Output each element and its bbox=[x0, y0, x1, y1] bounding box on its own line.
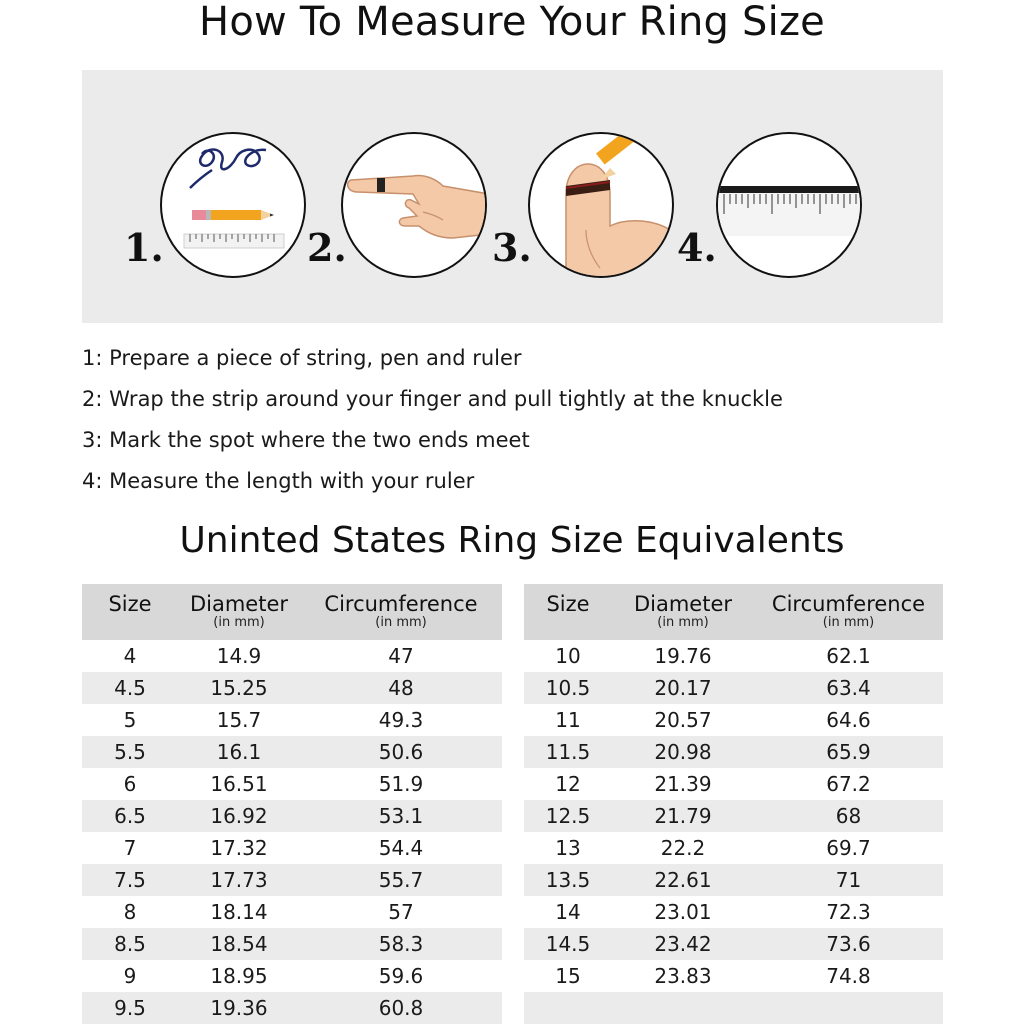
step-1-illustration bbox=[160, 132, 306, 278]
step-3-number: 3. bbox=[492, 225, 532, 270]
finger-wrap-icon bbox=[343, 134, 487, 278]
table-title: Uninted States Ring Size Equivalents bbox=[179, 520, 845, 561]
string-pencil-ruler-icon bbox=[162, 134, 306, 278]
cell-diameter: 20.98 bbox=[654, 740, 712, 764]
cell-circumference: 60.8 bbox=[378, 996, 424, 1020]
cell-size: 9.5 bbox=[114, 996, 146, 1020]
cell-size: 4.5 bbox=[114, 676, 146, 700]
cell-diameter: 23.01 bbox=[654, 900, 712, 924]
cell-circumference: 67.2 bbox=[826, 772, 871, 796]
cell-diameter: 15.7 bbox=[216, 708, 262, 732]
cell-diameter: 16.92 bbox=[210, 804, 268, 828]
cell-size: 14 bbox=[555, 900, 581, 924]
cell-diameter: 18.14 bbox=[210, 900, 268, 924]
cell-diameter: 17.32 bbox=[210, 836, 268, 860]
cell-diameter bbox=[612, 992, 754, 1024]
table-row bbox=[524, 640, 943, 672]
table-row bbox=[82, 736, 502, 768]
header-diameter: Diameter (in mm) bbox=[189, 592, 289, 630]
table-row bbox=[524, 800, 943, 832]
table-row bbox=[524, 704, 943, 736]
cell-size: 7 bbox=[123, 836, 137, 860]
table-row bbox=[82, 800, 502, 832]
step-4-illustration bbox=[716, 132, 862, 278]
cell-circumference: 59.6 bbox=[378, 964, 424, 988]
cell-size: 14.5 bbox=[545, 932, 591, 956]
instruction-step-3: 3: Mark the spot where the two ends meet bbox=[82, 428, 530, 452]
cell-circumference: 73.6 bbox=[826, 932, 871, 956]
cell-circumference: 48 bbox=[388, 676, 414, 700]
table-row bbox=[524, 896, 943, 928]
cell-size bbox=[524, 992, 612, 1024]
cell-diameter: 21.39 bbox=[654, 772, 712, 796]
table-row bbox=[524, 960, 943, 992]
table-header-row bbox=[82, 584, 502, 640]
instruction-step-4: 4: Measure the length with your ruler bbox=[82, 469, 475, 493]
cell-diameter: 22.2 bbox=[660, 836, 706, 860]
cell-diameter: 19.36 bbox=[210, 996, 268, 1020]
cell-diameter: 23.83 bbox=[654, 964, 712, 988]
cell-diameter: 20.17 bbox=[654, 676, 712, 700]
cell-diameter: 16.51 bbox=[210, 772, 268, 796]
cell-size: 10.5 bbox=[545, 676, 591, 700]
ruler-measure-icon bbox=[718, 134, 862, 278]
cell-diameter: 22.61 bbox=[654, 868, 712, 892]
cell-circumference: 69.7 bbox=[826, 836, 871, 860]
cell-size: 12.5 bbox=[545, 804, 591, 828]
table-row bbox=[524, 992, 943, 1024]
cell-circumference: 65.9 bbox=[826, 740, 871, 764]
cell-circumference: 58.3 bbox=[378, 932, 424, 956]
cell-diameter: 23.42 bbox=[654, 932, 712, 956]
table-row bbox=[524, 832, 943, 864]
header-circumference: Circumference (in mm) bbox=[324, 592, 478, 630]
table-row bbox=[82, 896, 502, 928]
cell-circumference: 64.6 bbox=[826, 708, 871, 732]
cell-diameter: 15.25 bbox=[210, 676, 268, 700]
cell-size: 12 bbox=[555, 772, 581, 796]
step-2-illustration bbox=[341, 132, 487, 278]
cell-size: 11 bbox=[555, 708, 581, 732]
cell-size: 13.5 bbox=[545, 868, 591, 892]
step-2-number: 2. bbox=[307, 225, 347, 270]
cell-diameter: 20.57 bbox=[654, 708, 712, 732]
cell-circumference: 47 bbox=[388, 644, 414, 668]
page-title: How To Measure Your Ring Size bbox=[199, 0, 825, 45]
table-row bbox=[524, 928, 943, 960]
size-table-left bbox=[82, 584, 502, 1024]
table-row bbox=[82, 768, 502, 800]
cell-circumference: 62.1 bbox=[826, 644, 871, 668]
cell-size: 6.5 bbox=[114, 804, 146, 828]
cell-size: 7.5 bbox=[114, 868, 146, 892]
cell-circumference: 57 bbox=[388, 900, 414, 924]
cell-circumference: 72.3 bbox=[826, 900, 871, 924]
cell-circumference: 51.9 bbox=[378, 772, 424, 796]
header-diameter: Diameter (in mm) bbox=[633, 592, 733, 630]
table-row bbox=[82, 640, 502, 672]
cell-circumference: 68 bbox=[835, 804, 862, 828]
step-3-illustration bbox=[528, 132, 674, 278]
cell-size: 6 bbox=[123, 772, 137, 796]
cell-size: 5.5 bbox=[114, 740, 146, 764]
cell-size: 4 bbox=[123, 644, 137, 668]
cell-circumference: 74.8 bbox=[826, 964, 871, 988]
cell-circumference: 55.7 bbox=[378, 868, 424, 892]
cell-size: 8.5 bbox=[114, 932, 146, 956]
instruction-step-1: 1: Prepare a piece of string, pen and ruler bbox=[82, 346, 522, 370]
instruction-step-2: 2: Wrap the strip around your finger and pull tightly at the knuckle bbox=[82, 387, 783, 411]
table-row bbox=[82, 928, 502, 960]
step-4-number: 4. bbox=[677, 225, 717, 270]
header-circumference: Circumference (in mm) bbox=[771, 592, 926, 630]
cell-size: 10 bbox=[555, 644, 581, 668]
table-row bbox=[82, 992, 502, 1024]
cell-circumference: 50.6 bbox=[378, 740, 424, 764]
cell-diameter: 14.9 bbox=[216, 644, 262, 668]
cell-circumference: 71 bbox=[835, 868, 862, 892]
table-row bbox=[82, 832, 502, 864]
cell-circumference: 49.3 bbox=[378, 708, 424, 732]
table-row bbox=[82, 704, 502, 736]
header-size: Size bbox=[108, 592, 152, 616]
table-row bbox=[524, 768, 943, 800]
table-row bbox=[82, 672, 502, 704]
cell-size: 5 bbox=[123, 708, 137, 732]
cell-diameter: 17.73 bbox=[210, 868, 268, 892]
cell-diameter: 18.54 bbox=[210, 932, 268, 956]
cell-diameter: 16.1 bbox=[216, 740, 262, 764]
cell-diameter: 19.76 bbox=[654, 644, 712, 668]
cell-size: 15 bbox=[555, 964, 581, 988]
table-row bbox=[524, 736, 943, 768]
cell-size: 11.5 bbox=[545, 740, 591, 764]
cell-size: 8 bbox=[123, 900, 137, 924]
size-table-right bbox=[524, 584, 943, 1024]
cell-circumference: 63.4 bbox=[826, 676, 871, 700]
cell-circumference bbox=[754, 992, 943, 1024]
cell-size: 9 bbox=[123, 964, 137, 988]
step-1-number: 1. bbox=[124, 225, 164, 270]
header-size: Size bbox=[546, 592, 590, 616]
cell-size: 13 bbox=[555, 836, 581, 860]
cell-diameter: 21.79 bbox=[654, 804, 712, 828]
cell-circumference: 53.1 bbox=[378, 804, 424, 828]
cell-diameter: 18.95 bbox=[210, 964, 268, 988]
table-row bbox=[82, 960, 502, 992]
mark-spot-icon bbox=[530, 134, 674, 278]
table-row bbox=[524, 672, 943, 704]
table-header-row bbox=[524, 584, 943, 640]
table-row bbox=[82, 864, 502, 896]
cell-circumference: 54.4 bbox=[378, 836, 424, 860]
table-row bbox=[524, 864, 943, 896]
